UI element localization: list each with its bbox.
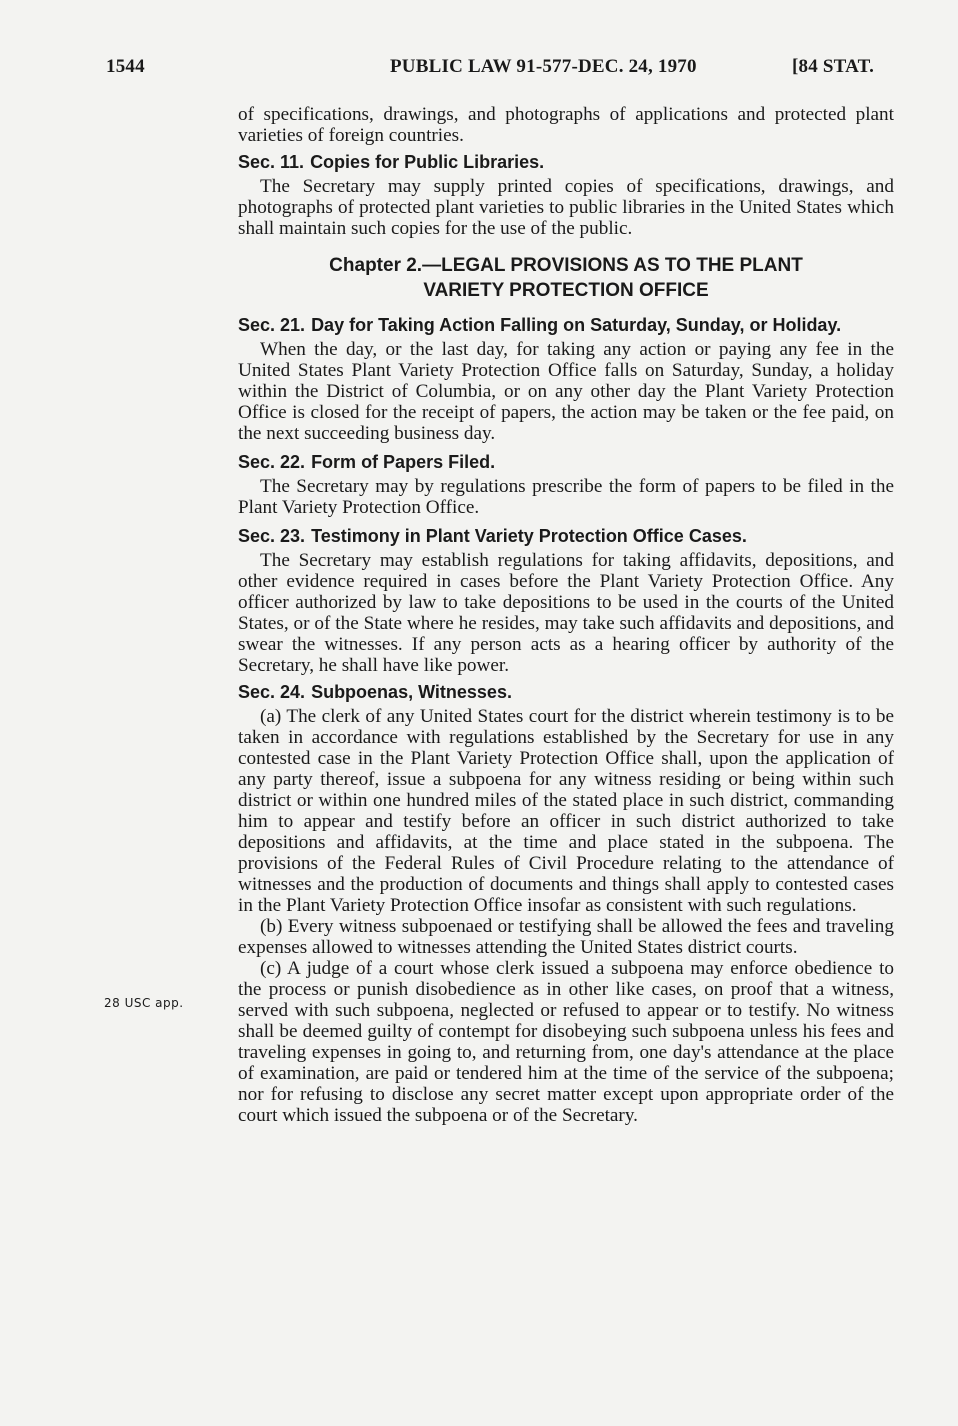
section-title: Copies for Public Libraries. bbox=[310, 152, 545, 172]
section-number: Sec. 24. bbox=[238, 682, 306, 702]
section-heading-24 bbox=[238, 682, 894, 703]
section-number: Sec. 23. bbox=[238, 526, 306, 546]
section-number: Sec. 21. bbox=[238, 315, 306, 335]
section-title: Day for Taking Action Falling on Saturday, Sunday, or Holiday. bbox=[311, 315, 842, 335]
section-heading-21 bbox=[238, 315, 894, 336]
continued-paragraph: of specifications, drawings, and photographs of applications and protected plant varieties of foreign countries. bbox=[238, 104, 894, 146]
section-heading-22 bbox=[238, 452, 894, 473]
section-11-text: The Secretary may supply printed copies of specifications, drawings, and photographs of protected plant varieties to public libraries in the United States which shall maintain such copies for the use of the public. bbox=[238, 176, 894, 239]
running-title: PUBLIC LAW 91-577-DEC. 24, 1970 bbox=[390, 56, 697, 77]
body-text bbox=[238, 104, 894, 1126]
section-title: Form of Papers Filed. bbox=[311, 452, 496, 472]
statute-reference: [84 STAT. bbox=[792, 56, 875, 77]
section-24-paragraph-b: (b) Every witness subpoenaed or testifying shall be allowed the fees and traveling expenses allowed to witnesses attending the United States district courts. bbox=[238, 916, 894, 958]
section-24-paragraph-c: (c) A judge of a court whose clerk issued a subpoena may enforce obedience to the process or punish disobedience as in other like cases, on proof that a witness, served with such subpoena, neglected or refused to appear or to testify. No witness shall be deemed guilty of contempt for disobeying such subpoena unless his fees and traveling expenses in going to, and returning from, one day's attendance at the place of examination, are paid or tendered him at the time of the service of the subpoena; nor for refusing to disclose any secret matter except upon appropriate order of the court which issued the subpoena or of the Secretary. bbox=[238, 958, 894, 1126]
chapter-heading-line-2: VARIETY PROTECTION OFFICE bbox=[423, 280, 709, 301]
chapter-heading-line-1: Chapter 2.—LEGAL PROVISIONS AS TO THE PLANT bbox=[329, 255, 803, 276]
section-title: Subpoenas, Witnesses. bbox=[311, 682, 512, 702]
section-24-paragraph-a: (a) The clerk of any United States court for the district wherein testimony is to be taken in accordance with regulations established by the Secretary for use in any contested case in the Plant Variety Protection Office shall, upon the application of any party thereof, issue a subpoena for any witness residing or being within such district or within one hundred miles of the stated place in such district, commanding him to appear and testify before an officer in such district authorized to take depositions and affidavits, at the time and place stated in the subpoena. The provisions of the Federal Rules of Civil Procedure relating to the attendance of witnesses and the production of documents and things shall apply to contested cases in the Plant Variety Protection Office insofar as consistent with such regulations. bbox=[238, 706, 894, 916]
section-number: Sec. 11. bbox=[238, 152, 305, 172]
margin-citation: 28 USC app. bbox=[104, 996, 184, 1010]
section-22-text: The Secretary may by regulations prescribe the form of papers to be filed in the Plant Variety Protection Office. bbox=[238, 476, 894, 518]
section-number: Sec. 22. bbox=[238, 452, 306, 472]
section-21-text: When the day, or the last day, for taking any action or paying any fee in the United States Plant Variety Protection Office falls on Saturday, Sunday, a holiday within the District of Columbia, or on any other day the Plant Variety Protection Office is closed for the receipt of papers, the action may be taken or the fee paid, on the next succeeding business day. bbox=[238, 339, 894, 444]
section-heading-11 bbox=[238, 152, 894, 173]
section-heading-23 bbox=[238, 526, 894, 547]
section-title: Testimony in Plant Variety Protection Office Cases. bbox=[311, 526, 747, 546]
page-number: 1544 bbox=[106, 56, 145, 77]
chapter-heading bbox=[238, 253, 894, 303]
section-23-text: The Secretary may establish regulations for taking affidavits, depositions, and other evidence required in cases before the Plant Variety Protection Office. Any officer authorized by law to take depositions to be used in the courts of the United States, or of the State where he resides, may take such affidavits and depositions, and swear the witnesses. If any person acts as a hearing officer by authority of the Secretary, he shall have like power. bbox=[238, 550, 894, 676]
